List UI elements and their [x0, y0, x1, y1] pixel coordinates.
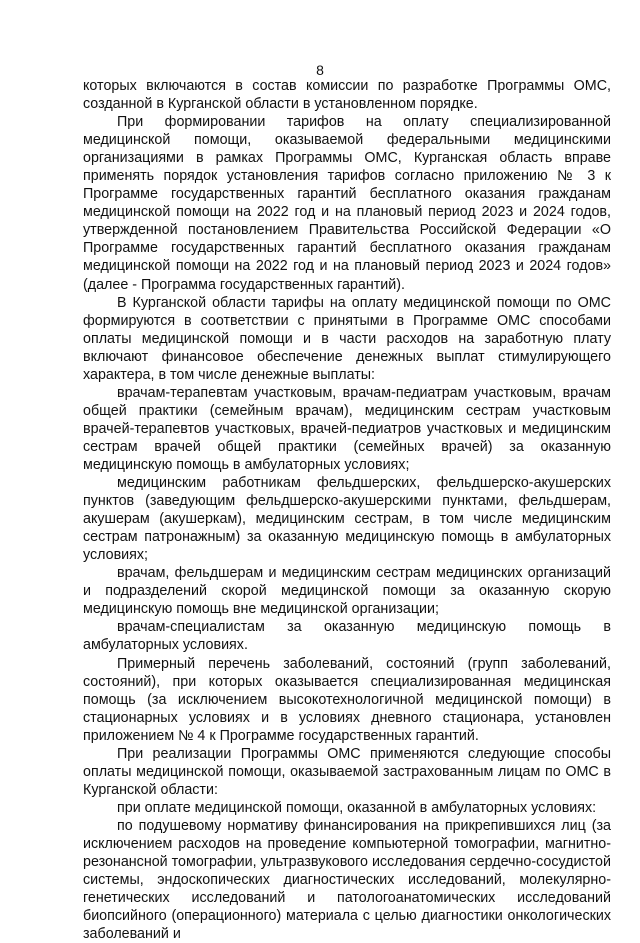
paragraph-outpatient-payment: при оплате медицинской помощи, оказанной в амбулаторных условиях: [117, 799, 597, 816]
paragraph-disease-list: Примерный перечень заболеваний, состояний (групп заболеваний, состояний), при которых оказывается специализированная медицинская помощь (за исключением высокотехнологичной медицинской помощи) в стационарных условиях и в условиях дневного стационара, установлен приложением № 4 к Программе государственных гарантий. [83, 655, 611, 744]
paragraph-commission-continuation: которых включаются в состав комиссии по разработке Программы ОМС, созданной в Курганской области в установленном порядке. [83, 78, 611, 113]
list-item-feldsher-workers: медицинским работникам фельдшерских, фельдшерско-акушерских пунктов (заведующим фельдшерско-акушерскими пунктами, фельдшерам, акушерам (акушеркам), медицинским сестрам, в том числе медицинским сестрам патронажным) за оказанную медицинскую помощь в амбулаторных условиях; [83, 475, 611, 564]
paragraph-payment-methods: При реализации Программы ОМС применяются следующие способы оплаты медицинской помощи, оказываемой застрахованным лицам по ОМС в Курганской области: [83, 745, 611, 798]
paragraph-federal-tariffs: При формировании тарифов на оплату специализированной медицинской помощи, оказываемой федеральными медицинскими организациями в рамках Программы ОМС, Курганская область вправе применять порядок установления тарифов согласно приложению № 3 к Программе государственных гарантий бесплатного оказания гражданам медицинской помощи на 2022 год и на плановый период 2023 и 2024 годов, утвержденной постановлением Правительства Российской Федерации «О Программе государственных гарантий бесплатного оказания гражданам медицинской помощи на 2022 год и на плановый период 2023 и 2024 годов» (далее - Программа государственных гарантий). [83, 114, 611, 293]
body-text [83, 77, 611, 943]
paragraph-kurgan-tariffs: В Курганской области тарифы на оплату медицинской помощи по ОМС формируются в соответствии с принятыми в Программе ОМС способами оплаты медицинской помощи и в части расходов на заработную плату включают финансовое обеспечение денежных выплат стимулирующего характера, в том числе денежные выплаты: [83, 294, 611, 383]
list-item-specialists: врачам-специалистам за оказанную медицинскую помощь в амбулаторных условиях. [83, 619, 611, 654]
list-item-ambulance-staff: врачам, фельдшерам и медицинским сестрам медицинских организаций и подразделений скорой медицинской помощи за оказанную скорую медицинскую помощь вне медицинской организации; [83, 565, 611, 618]
list-item-district-doctors: врачам-терапевтам участковым, врачам-педиатрам участковым, врачам общей практики (семейным врачам), медицинским сестрам участковым врачей-терапевтов участковых, врачей-педиатров участковых и медицинским сестрам врачей общей практики (семейных врачей) за оказанную медицинскую помощь в амбулаторных условиях; [83, 384, 611, 473]
paragraph-per-capita-standard: по подушевому нормативу финансирования на прикрепившихся лиц (за исключением расходов на проведение компьютерной томографии, магнитно-резонансной томографии, ультразвукового исследования сердечно-сосудистой системы, эндоскопических диагностических исследований, молекулярно-генетических исследований и патологоанатомических исследований биопсийного (операционного) материала с целью диагностики онкологических заболеваний и [83, 817, 611, 943]
page-number: 8 [316, 62, 324, 78]
